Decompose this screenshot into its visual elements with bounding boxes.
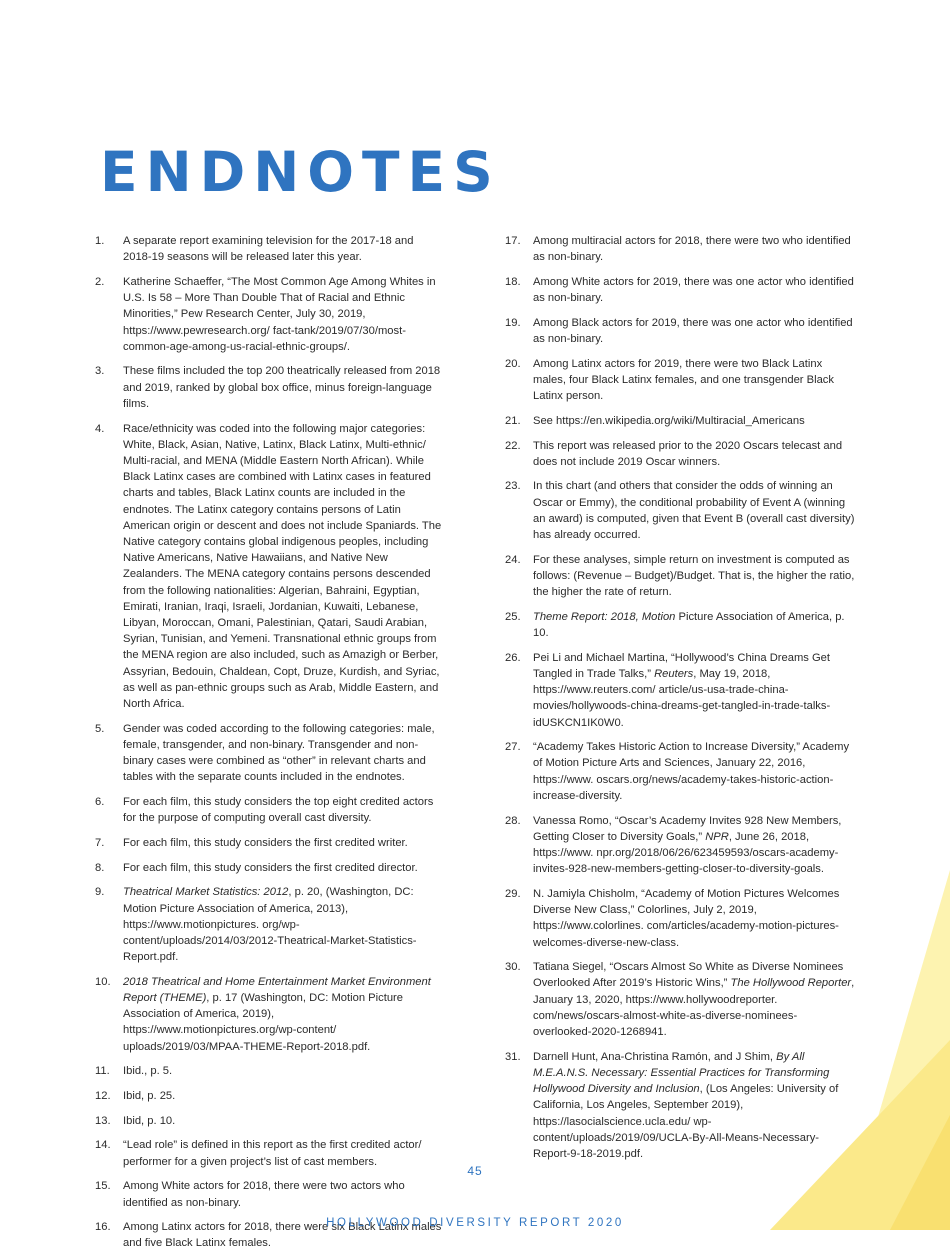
endnote-text-segment: This report was released prior to the 2020 Oscars telecast and does not include 2019 Oscar winners.: [533, 439, 843, 468]
endnote-text-segment: N. Jamiyla Chisholm, “Academy of Motion Pictures Welcomes Diverse New Class,” Colorlines, July 2, 2019, https://www.colorlines. com/articles/academy-motion-pictures-welcomes-diverse-new-class.: [533, 887, 840, 949]
endnote-item: [505, 274, 855, 306]
endnote-number: 15.: [95, 1180, 111, 1193]
endnote-number: 6.: [95, 796, 105, 808]
endnote-text-segment: “Academy Takes Historic Action to Increase Diversity,” Academy of Motion Picture Arts and Sciences, January 22, 2016, https://www. oscars.org/news/academy-takes-historic-action-increase-diversity.: [533, 741, 850, 802]
endnote-number: 27.: [505, 741, 521, 754]
endnote-number: 16.: [95, 1221, 111, 1234]
endnote-text: [123, 274, 445, 355]
endnote-number: 23.: [505, 480, 521, 493]
endnote-item: [95, 1088, 445, 1104]
endnote-item: [505, 233, 855, 265]
endnote-text-segment: Vanessa Romo, “Oscar’s Academy Invites 928 New Members, Getting Closer to Diversity Goals,”: [533, 814, 842, 843]
endnote-number: 11.: [95, 1065, 110, 1078]
endnote-text-segment: See https://en.wikipedia.org/wiki/Multiracial_Americans: [533, 414, 805, 427]
endnote-number: 7.: [95, 836, 105, 849]
endnote-item: [95, 835, 445, 851]
endnote-number: 30.: [505, 961, 521, 974]
endnote-number: 19.: [505, 316, 521, 329]
endnote-number: 1.: [95, 235, 105, 247]
endnote-text-segment: , p. 17 (Washington, DC: Motion Picture Association of America, 2019), https://www.motionpictures.org/wp-content/ uploads/2019/03/MPAA-THEME-Report-2018.pdf.: [123, 992, 403, 1053]
endnote-number: 2.: [95, 275, 105, 288]
endnote-text-segment: Among Latinx actors for 2018, there were six Black Latinx males and five Black Latinx females.: [123, 1221, 442, 1250]
endnote-item: [95, 1063, 445, 1079]
endnote-text-segment: Ibid, p. 25.: [123, 1090, 176, 1103]
endnote-item: [505, 315, 855, 347]
endnote-text-segment: For each film, this study considers the first credited director.: [123, 861, 418, 874]
endnote-text: [533, 413, 855, 429]
endnote-number: 22.: [505, 439, 521, 452]
endnote-text: [533, 813, 855, 878]
endnote-number: 20.: [505, 357, 521, 370]
endnote-text-segment: For each film, this study considers the top eight credited actors for the purpose of computing overall cast diversity.: [123, 796, 434, 825]
endnote-item: [95, 794, 445, 826]
endnote-text-segment: These films included the top 200 theatrically released from 2018 and 2019, ranked by global box office, minus foreign-language films.: [123, 365, 441, 410]
endnote-item: [505, 552, 855, 601]
endnote-number: 29.: [505, 887, 521, 900]
endnote-number: 26.: [505, 651, 521, 664]
endnote-text: [123, 421, 445, 713]
endnote-text-segment: Katherine Schaeffer, “The Most Common Age Among Whites in U.S. Is 58 – More Than Double That of Racial and Ethnic Minorities,” Pew Research Center, July 30, 2019, https://www.pewresearch.org/ fact-tank/2019/07/30/most-common-age-among-us-racial-ethnic-groups/.: [123, 275, 436, 353]
endnote-item: [95, 1113, 445, 1129]
endnote-text-segment: Among White actors for 2018, there were two actors who identified as non-binary.: [123, 1180, 405, 1209]
endnote-text: [123, 1178, 445, 1210]
endnote-number: 8.: [95, 861, 105, 874]
endnote-text: [123, 1063, 445, 1079]
endnote-number: 25.: [505, 610, 521, 623]
endnote-italic-title: Reuters: [654, 667, 694, 680]
endnote-text: [123, 835, 445, 851]
endnote-italic-title: NPR: [705, 830, 729, 843]
endnote-text: [533, 739, 855, 804]
endnote-text-segment: Picture Association of America, p. 10.: [533, 610, 845, 640]
endnote-text-segment: , June 26, 2018, https://www. npr.org/2018/06/26/623459593/oscars-academy-invites-928-new-members-getting-closer-to-diversity-goals.: [533, 830, 839, 876]
endnote-text-segment: Tatiana Siegel, “Oscars Almost So White as Diverse Nominees Overlooked After 2019’s Historic Wins,”: [533, 961, 844, 990]
endnote-italic-title: Theme Report: 2018, Motion: [533, 610, 676, 623]
endnote-item: [95, 421, 445, 713]
endnote-text: [123, 884, 445, 965]
endnote-text-segment: , January 13, 2020, https://www.hollywoodreporter. com/news/oscars-almost-white-as-diverse-nominees-overlooked-2020-1268941.: [533, 977, 855, 1039]
endnote-text-segment: Race/ethnicity was coded into the following major categories: White, Black, Asian, Native, Latinx, Black Latinx, Multi-ethnic/ Multi-racial, and MENA (Middle Eastern North African). While Black Latinx cases are combined with Latinx cases in featured charts and tables, Black Latinx counts are included in the endnotes. The Latinx category contains persons of Latin American origin or descent and does not include Spaniards. The Native category contains global indigenous peoples, including Native Americans, Native Hawaiians, and Native New Zealanders. The MENA category contains persons descended from the following nationalities: Algerian, Bahraini, Egyptian, Emirati, Iranian, Iraqi, Israeli, Jordanian, Kuwaiti, Lebanese, Libyan, Moroccan, Omani, Palestinian, Qatari, Saudi Arabian, Syrian, Tunisian, and Yemeni. Transnational ethnic groups from the MENA region are also included, such as Amazigh or Berber, Assyrian, Bedouin, Chaldean, Copt, Druze, Kurdish, and Syriac, as well as pan-ethnic groups such as Arab, Middle Eastern, and North Africa.: [123, 422, 442, 710]
endnote-text: [533, 552, 855, 601]
endnote-text: [533, 274, 855, 306]
endnote-item: [95, 721, 445, 786]
endnote-item: [505, 478, 855, 543]
endnote-text: [123, 974, 445, 1055]
endnote-text-segment: Darnell Hunt, Ana-Christina Ramón, and J Shim,: [533, 1050, 777, 1063]
endnote-text-segment: In this chart (and others that consider the odds of winning an Oscar or Emmy), the conditional probability of Event A (winning an award) is computed, given that Event B (overall cast diversity) has already occurred.: [533, 480, 855, 542]
endnote-italic-title: The Hollywood Reporter: [730, 977, 852, 990]
endnote-text-segment: A separate report examining television for the 2017-18 and 2018-19 seasons will be released later this year.: [123, 235, 414, 264]
endnote-item: [505, 609, 855, 641]
endnote-number: 18.: [505, 275, 521, 288]
endnote-number: 31.: [505, 1050, 521, 1063]
endnote-text: [533, 356, 855, 405]
endnote-text-segment: Ibid, p. 10.: [123, 1114, 176, 1127]
page-number: 45: [467, 1164, 483, 1178]
endnote-item: [95, 860, 445, 876]
endnote-text-segment: “Lead role” is defined in this report as the first credited actor/ performer for a given project’s list of cast members.: [123, 1139, 422, 1168]
endnote-number: 13.: [95, 1114, 111, 1127]
endnote-item: [95, 233, 445, 265]
endnote-item: [95, 974, 445, 1055]
endnote-item: [505, 356, 855, 405]
endnote-text: [123, 1113, 445, 1129]
endnote-text-segment: Pei Li and Michael Martina, “Hollywood’s China Dreams Get Tangled in Trade Talks,”: [533, 651, 831, 680]
endnote-text: [533, 650, 855, 731]
endnote-number: 3.: [95, 365, 105, 378]
endnote-text: [123, 721, 445, 786]
endnote-item: [95, 363, 445, 412]
endnote-text-segment: For these analyses, simple return on investment is computed as follows: (Revenue – Budget)/Budget. That is, the higher the ratio, the higher the rate of return.: [533, 553, 855, 599]
endnote-text-segment: , p. 20, (Washington, DC: Motion Picture Association of America, 2013), https://www.motionpictures. org/wp-content/uploads/2014/03/2012-Theatrical-Market-Statistics-Report.pdf.: [123, 886, 417, 964]
endnote-text: [123, 233, 445, 265]
endnote-number: 28.: [505, 814, 521, 827]
endnote-italic-title: Theatrical Market Statistics: 2012: [123, 886, 289, 899]
page-title: ENDNOTES: [100, 140, 501, 204]
endnote-number: 14.: [95, 1139, 111, 1152]
endnote-text: [123, 1088, 445, 1104]
endnote-item: [95, 1178, 445, 1210]
endnote-number: 10.: [95, 975, 111, 988]
endnote-italic-title: 2018 Theatrical and Home Entertainment Market Environment Report (THEME): [123, 975, 431, 1005]
endnote-item: [505, 438, 855, 470]
endnote-text: [533, 438, 855, 470]
endnote-item: [505, 650, 855, 731]
endnote-number: 12.: [95, 1090, 111, 1103]
endnote-text-segment: , May 19, 2018, https://www.reuters.com/ article/us-usa-trade-china-movies/hollywoods-china-dreams-get-tangled-in-trade-talks-idUSKCN1IK0W0.: [533, 667, 831, 729]
endnote-text: [533, 315, 855, 347]
endnote-item: [505, 739, 855, 804]
endnote-text-segment: Among White actors for 2019, there was one actor who identified as non-binary.: [533, 275, 854, 305]
footer-report-title: HOLLYWOOD DIVERSITY REPORT 2020: [326, 1217, 624, 1229]
endnote-item: [505, 813, 855, 878]
endnote-text: [533, 609, 855, 641]
endnote-number: 4.: [95, 422, 105, 435]
endnote-text-segment: Among Latinx actors for 2019, there were two Black Latinx males, four Black Latinx females, and one transgender Black Latinx person.: [533, 357, 834, 403]
endnote-text-segment: Ibid., p. 5.: [123, 1065, 173, 1078]
endnote-item: [95, 884, 445, 965]
endnote-item: [505, 413, 855, 429]
endnote-text: [123, 363, 445, 412]
endnote-number: 9.: [95, 886, 105, 899]
endnote-number: 21.: [505, 414, 521, 427]
endnote-italic-title: By All M.E.A.N.S. Necessary: Essential Practices for Transforming Hollywood Diversity and Inclusion: [533, 1050, 830, 1096]
endnotes-left-column: [95, 233, 445, 1260]
endnote-text-segment: For each film, this study considers the first credited writer.: [123, 836, 408, 849]
endnote-text: [533, 478, 855, 543]
endnote-text-segment: Among multiracial actors for 2018, there were two who identified as non-binary.: [533, 235, 851, 264]
endnote-text-segment: Among Black actors for 2019, there was one actor who identified as non-binary.: [533, 316, 853, 346]
endnote-number: 24.: [505, 553, 521, 566]
endnote-text-segment: Gender was coded according to the following categories: male, female, transgender, and non-binary. Transgender and non-binary cases were combined as “other” in relevant charts and tables with the separate counts included in the endnotes.: [123, 722, 435, 784]
endnote-item: [95, 274, 445, 355]
endnote-number: 17.: [505, 235, 521, 247]
endnote-text: [123, 794, 445, 826]
endnote-number: 5.: [95, 722, 105, 735]
endnote-text: [123, 860, 445, 876]
endnote-text-segment: , (Los Angeles: University of California, Los Angeles, September 2019), https://lasocialscience.ucla.edu/ wp-content/uploads/2019/09/UCLA-By-All-Means-Necessary-Report-9-18-2019.pdf.: [533, 1083, 839, 1160]
endnote-text: [533, 233, 855, 265]
